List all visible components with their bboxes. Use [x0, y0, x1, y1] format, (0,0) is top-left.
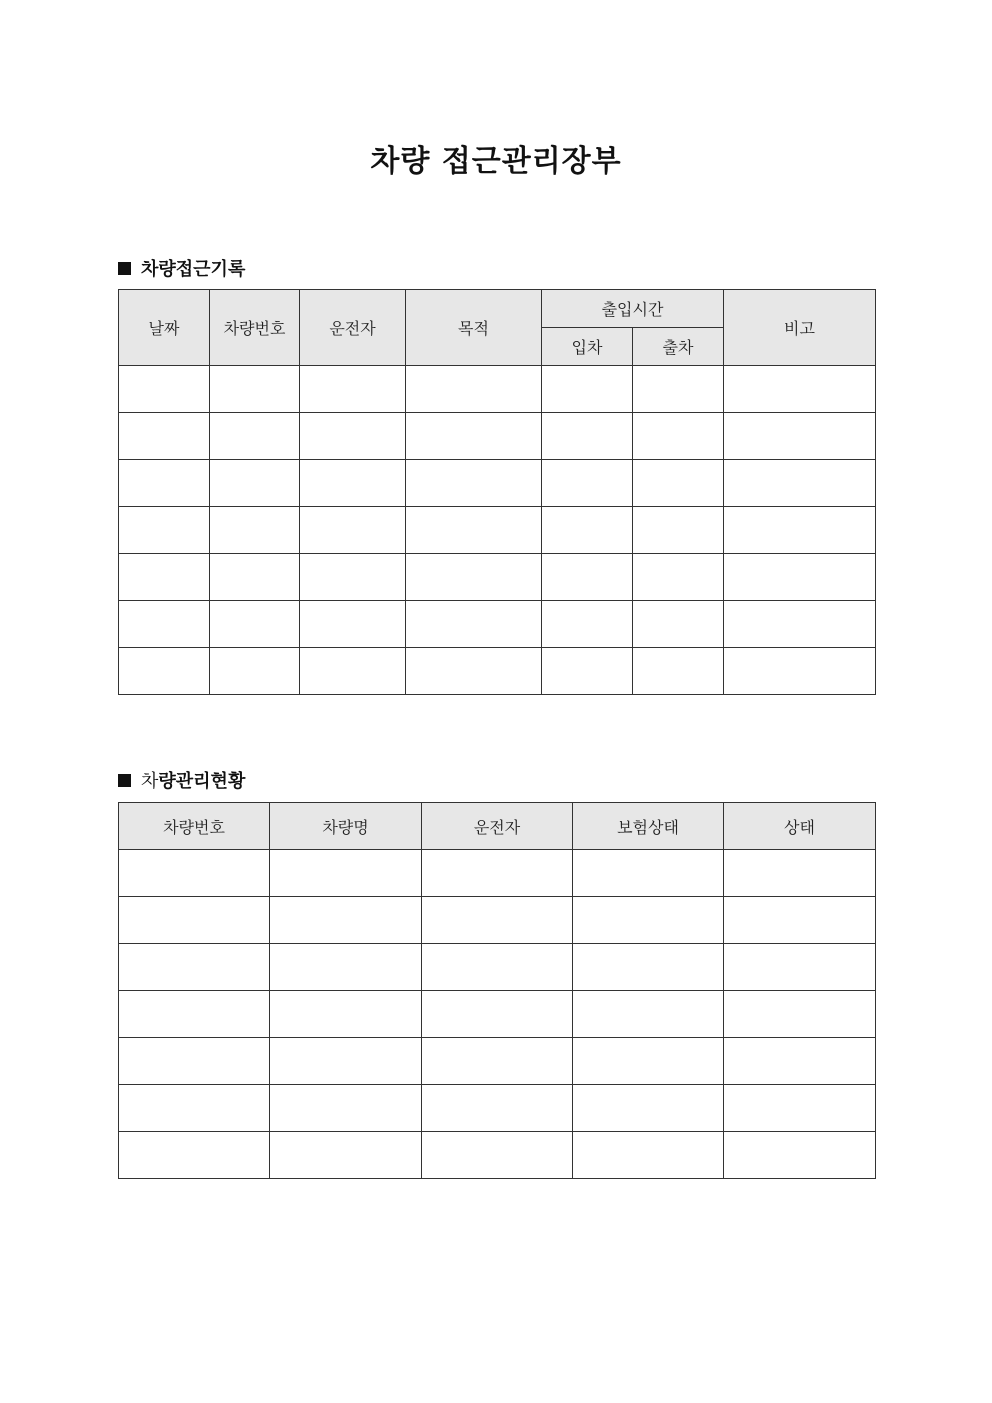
table-cell[interactable]	[119, 897, 270, 944]
table-cell[interactable]	[300, 460, 406, 507]
table-cell[interactable]	[210, 366, 300, 413]
table-cell[interactable]	[422, 1038, 573, 1085]
section-heading-vehicle-status	[118, 767, 245, 793]
header-entry-exit-time: 출입시간	[542, 290, 724, 328]
square-bullet-icon	[118, 262, 131, 275]
table-cell[interactable]	[573, 991, 724, 1038]
table-cell[interactable]	[542, 648, 633, 695]
table-cell[interactable]	[210, 648, 300, 695]
header-date: 날짜	[119, 290, 210, 366]
header-time-in: 입차	[542, 328, 633, 366]
table-cell[interactable]	[542, 413, 633, 460]
table-cell[interactable]	[300, 413, 406, 460]
table-cell[interactable]	[422, 944, 573, 991]
table-cell[interactable]	[542, 554, 633, 601]
table-cell[interactable]	[633, 413, 724, 460]
table-cell[interactable]	[573, 1085, 724, 1132]
table-cell[interactable]	[210, 507, 300, 554]
table-cell[interactable]	[573, 897, 724, 944]
header-plate-number: 차량번호	[210, 290, 300, 366]
table-cell[interactable]	[406, 507, 542, 554]
table-row	[119, 897, 876, 944]
table-cell[interactable]	[724, 897, 876, 944]
header-purpose: 목적	[406, 290, 542, 366]
header-insurance-status: 보험상태	[573, 803, 724, 850]
heading-rest: 량관리현황	[158, 771, 246, 792]
table-cell[interactable]	[724, 507, 876, 554]
table-cell[interactable]	[270, 991, 422, 1038]
table-cell[interactable]	[422, 850, 573, 897]
section-heading-access-log	[118, 255, 245, 281]
table-cell[interactable]	[542, 366, 633, 413]
table-cell[interactable]	[119, 648, 210, 695]
table-cell[interactable]	[119, 991, 270, 1038]
table-cell[interactable]	[300, 554, 406, 601]
table-row	[119, 648, 876, 695]
table-cell[interactable]	[573, 1132, 724, 1179]
table-cell[interactable]	[210, 554, 300, 601]
table-cell[interactable]	[119, 507, 210, 554]
table-cell[interactable]	[724, 1038, 876, 1085]
section-heading-text	[141, 767, 245, 793]
table-cell[interactable]	[119, 1085, 270, 1132]
table-cell[interactable]	[633, 507, 724, 554]
table-row	[119, 554, 876, 601]
square-bullet-icon	[118, 774, 131, 787]
table-cell[interactable]	[633, 601, 724, 648]
table-cell[interactable]	[119, 366, 210, 413]
table-row	[119, 460, 876, 507]
table-cell[interactable]	[119, 554, 210, 601]
table-cell[interactable]	[542, 507, 633, 554]
table-row	[119, 1132, 876, 1179]
table-cell[interactable]	[724, 366, 876, 413]
table-cell[interactable]	[724, 648, 876, 695]
table-cell[interactable]	[573, 944, 724, 991]
table-row	[119, 413, 876, 460]
table-row	[119, 944, 876, 991]
header-time-out: 출차	[633, 328, 724, 366]
table-cell[interactable]	[119, 1038, 270, 1085]
table-row	[119, 1038, 876, 1085]
access-log-table	[118, 289, 876, 695]
table-cell[interactable]	[300, 507, 406, 554]
table-cell[interactable]	[724, 1132, 876, 1179]
section-heading-text: 차량접근기록	[141, 259, 246, 280]
table-cell[interactable]	[210, 601, 300, 648]
header-vehicle-name: 차량명	[270, 803, 422, 850]
table-cell[interactable]	[542, 601, 633, 648]
table-cell[interactable]	[542, 460, 633, 507]
table-cell[interactable]	[406, 601, 542, 648]
table-cell[interactable]	[724, 554, 876, 601]
table-cell[interactable]	[119, 1132, 270, 1179]
table-cell[interactable]	[270, 1038, 422, 1085]
table-cell[interactable]	[724, 944, 876, 991]
table-cell[interactable]	[633, 554, 724, 601]
vehicle-status-table	[118, 802, 876, 1179]
table-cell[interactable]	[724, 850, 876, 897]
header-driver: 운전자	[422, 803, 573, 850]
table-cell[interactable]	[406, 648, 542, 695]
table-cell[interactable]	[119, 460, 210, 507]
table-cell[interactable]	[422, 897, 573, 944]
table-row	[119, 366, 876, 413]
header-remarks: 비고	[724, 290, 876, 366]
table-cell[interactable]	[300, 601, 406, 648]
table-cell[interactable]	[406, 366, 542, 413]
table-cell[interactable]	[119, 850, 270, 897]
table-cell[interactable]	[406, 460, 542, 507]
table-cell[interactable]	[422, 1132, 573, 1179]
table-cell[interactable]	[119, 413, 210, 460]
table-row	[119, 850, 876, 897]
table-cell[interactable]	[633, 648, 724, 695]
table-cell[interactable]	[724, 601, 876, 648]
table-cell[interactable]	[210, 460, 300, 507]
table-cell[interactable]	[300, 648, 406, 695]
table-cell[interactable]	[119, 601, 210, 648]
table-cell[interactable]	[119, 944, 270, 991]
table-cell[interactable]	[270, 1132, 422, 1179]
table-cell[interactable]	[422, 991, 573, 1038]
page-title: 차량 접근관리장부	[370, 144, 622, 179]
table-cell[interactable]	[573, 850, 724, 897]
table-row	[119, 601, 876, 648]
table-cell[interactable]	[406, 554, 542, 601]
table-cell[interactable]	[724, 1085, 876, 1132]
table-cell[interactable]	[724, 991, 876, 1038]
table-cell[interactable]	[270, 897, 422, 944]
table-cell[interactable]	[406, 413, 542, 460]
table-cell[interactable]	[270, 944, 422, 991]
table-cell[interactable]	[633, 460, 724, 507]
heading-prefix: 차	[141, 771, 159, 792]
header-plate-number: 차량번호	[119, 803, 270, 850]
table-cell[interactable]	[270, 1085, 422, 1132]
table-cell[interactable]	[270, 850, 422, 897]
table-cell[interactable]	[210, 413, 300, 460]
header-driver: 운전자	[300, 290, 406, 366]
table-row	[119, 507, 876, 554]
table-cell[interactable]	[633, 366, 724, 413]
table-cell[interactable]	[724, 460, 876, 507]
table-cell[interactable]	[724, 413, 876, 460]
table-row	[119, 1085, 876, 1132]
table-cell[interactable]	[422, 1085, 573, 1132]
table-cell[interactable]	[300, 366, 406, 413]
table-row	[119, 991, 876, 1038]
table-cell[interactable]	[573, 1038, 724, 1085]
header-status: 상태	[724, 803, 876, 850]
